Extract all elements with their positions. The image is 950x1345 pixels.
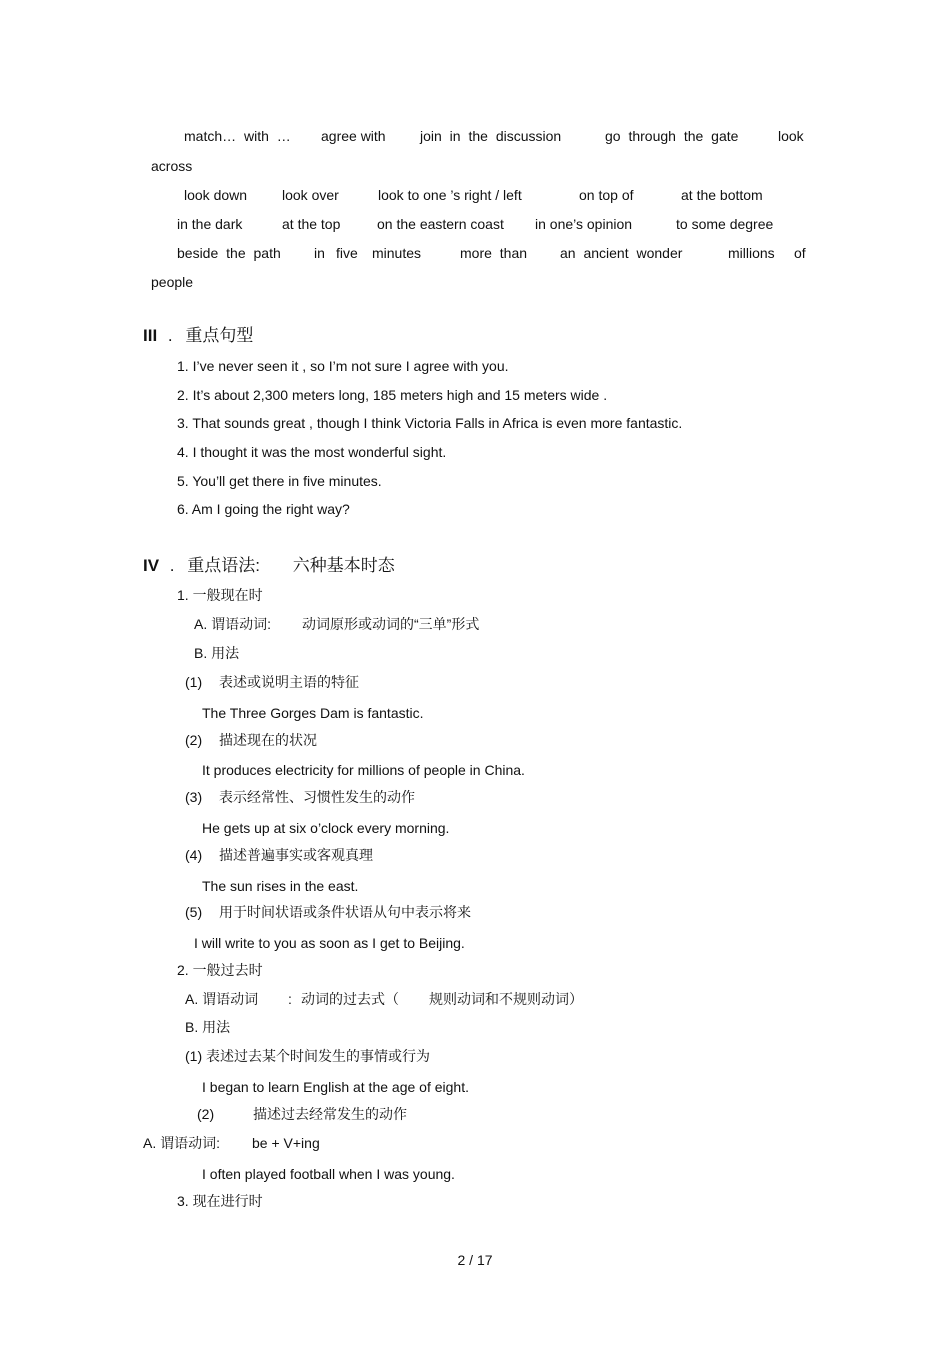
phrase: go through the gate: [605, 128, 739, 144]
usage-desc: 用于时间状语或条件状语从句中表示将来: [219, 904, 471, 920]
phrase: on top of: [579, 187, 634, 203]
usage-desc: 描述普遍事实或客观真理: [219, 847, 373, 863]
phrase: look to one ’s right / left: [378, 187, 522, 203]
usage-example: I often played football when I was young.: [202, 1166, 455, 1182]
usage-desc: 描述过去经常发生的动作: [253, 1106, 407, 1122]
phrase: people: [151, 274, 194, 290]
usage-example: The Three Gorges Dam is fantastic.: [202, 705, 424, 721]
usage-example: I began to learn English at the age of eight.: [202, 1079, 469, 1095]
usage-example: The sun rises in the east.: [202, 878, 359, 894]
phrase: on the eastern coast: [377, 216, 504, 232]
phrase: in: [314, 245, 325, 261]
tense-value: 规则动词和不规则动词）: [429, 991, 583, 1007]
phrase: minutes: [372, 245, 422, 261]
usage-num: (5): [185, 904, 203, 920]
tense-colon: :: [288, 991, 292, 1007]
usage-num: (4): [185, 847, 203, 863]
tense-value: 动词原形或动词的“三单”形式: [302, 616, 480, 632]
phrase: to some degree: [676, 216, 774, 232]
section-title: 重点句型: [185, 326, 254, 345]
sentence: 6. Am I going the right way?: [177, 501, 350, 517]
section-numeral: IV: [143, 556, 160, 575]
phrase: across: [151, 158, 193, 174]
usage-example: He gets up at six o’clock every morning.: [202, 820, 450, 836]
phrase: match… with …: [184, 128, 291, 144]
usage-num: (3): [185, 789, 203, 805]
phrase: agree with: [321, 128, 386, 144]
tense-heading: 1. 一般现在时: [177, 587, 263, 603]
usage-desc: 描述现在的状况: [219, 732, 317, 748]
tense-usage-label: B. 用法: [185, 1019, 231, 1035]
tense-heading: 3. 现在进行时: [177, 1193, 263, 1209]
sentence: 3. That sounds great , though I think Victoria Falls in Africa is even more fantastic.: [177, 415, 683, 431]
sentence: 2. It’s about 2,300 meters long, 185 meters high and 15 meters wide .: [177, 387, 608, 403]
section-numeral: III: [143, 326, 158, 345]
section-dot: .: [169, 556, 175, 575]
tense-label: A. 谓语动词: [185, 991, 259, 1007]
phrase: beside the path: [177, 245, 281, 261]
phrase: in the dark: [177, 216, 243, 232]
phrase: five: [336, 245, 358, 261]
tense-label: A. 谓语动词:: [143, 1135, 221, 1151]
tense-label: A. 谓语动词:: [194, 616, 272, 632]
sentence: 1. I’ve never seen it , so I’m not sure I agree with you.: [177, 358, 509, 374]
usage-num: (2): [185, 732, 203, 748]
phrase: more than: [460, 245, 528, 261]
section-heading: [143, 325, 253, 347]
usage-desc: 表示经常性、习惯性发生的动作: [219, 789, 415, 805]
phrase: in one’s opinion: [535, 216, 633, 232]
usage-desc: 表述或说明主语的特征: [219, 674, 359, 690]
section-title: 重点语法:: [187, 556, 260, 575]
tense-heading: 2. 一般过去时: [177, 962, 263, 978]
section-heading: [143, 555, 395, 577]
usage-num: (1): [185, 674, 203, 690]
usage-desc: (1) 表述过去某个时间发生的事情或行为: [185, 1048, 430, 1064]
tense-value: 动词的过去式（: [301, 991, 399, 1007]
section-dot: .: [167, 326, 173, 345]
usage-example: I will write to you as soon as I get to Beijing.: [194, 935, 465, 951]
phrase: look down: [184, 187, 248, 203]
phrase: of: [794, 245, 806, 261]
sentence: 5. You’ll get there in five minutes.: [177, 473, 382, 489]
phrase: at the bottom: [681, 187, 763, 203]
phrase: an ancient wonder: [560, 245, 683, 261]
section-subtitle: 六种基本时态: [292, 556, 395, 575]
phrase: millions: [728, 245, 775, 261]
phrase: at the top: [282, 216, 341, 232]
phrase: join in the discussion: [420, 128, 562, 144]
page-number: 2 / 17: [457, 1252, 493, 1268]
sentence: 4. I thought it was the most wonderful sight.: [177, 444, 447, 460]
tense-value: be + V+ing: [252, 1135, 320, 1151]
phrase: look: [778, 128, 804, 144]
usage-example: It produces electricity for millions of people in China.: [202, 762, 525, 778]
phrase: look over: [282, 187, 339, 203]
usage-num: (2): [197, 1106, 215, 1122]
tense-usage-label: B. 用法: [194, 645, 240, 661]
